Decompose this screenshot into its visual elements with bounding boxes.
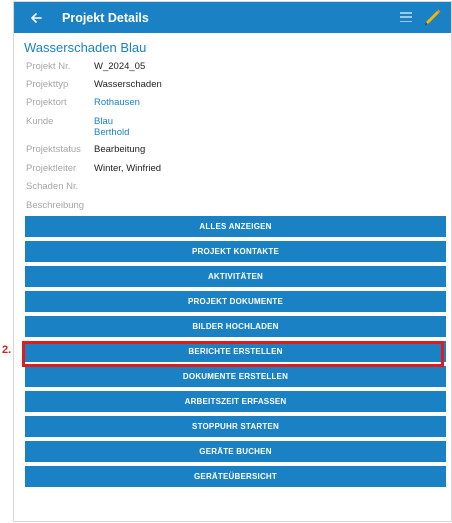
dokumente-erstellen-button[interactable]: DOKUMENTE ERSTELLEN — [25, 366, 446, 387]
field-label: Schaden Nr. — [26, 181, 79, 192]
geraeteuebersicht-button[interactable]: GERÄTEÜBERSICHT — [25, 466, 446, 487]
field-value: Wasserschaden — [94, 79, 162, 90]
projekt-kontakte-button[interactable]: PROJEKT KONTAKTE — [25, 241, 446, 262]
arrow-left-icon — [30, 12, 42, 24]
field-value: Bearbeitung — [94, 144, 146, 155]
bilder-hochladen-button[interactable]: BILDER HOCHLADEN — [25, 316, 446, 337]
stoppuhr-starten-button[interactable]: STOPPUHR STARTEN — [25, 416, 446, 437]
geraete-buchen-button[interactable]: GERÄTE BUCHEN — [25, 441, 446, 462]
kunde-link-2[interactable]: Berthold — [94, 127, 130, 138]
app-frame — [13, 1, 452, 522]
hamburger-menu-icon[interactable] — [399, 10, 413, 24]
edit-button[interactable] — [420, 5, 446, 31]
app-header — [14, 2, 451, 33]
project-title: Wasserschaden Blau — [24, 40, 147, 55]
projektort-link[interactable]: Rothausen — [94, 97, 140, 108]
field-label: Projekt Nr. — [26, 61, 71, 72]
field-label: Projektleiter — [26, 163, 77, 174]
projekt-dokumente-button[interactable]: PROJEKT DOKUMENTE — [25, 291, 446, 312]
field-label: Projektort — [26, 97, 67, 108]
page-title: Projekt Details — [62, 10, 149, 25]
field-value: Winter, Winfried — [94, 163, 162, 174]
field-label: Projektstatus — [26, 144, 81, 155]
back-button[interactable] — [14, 2, 58, 33]
berichte-erstellen-button[interactable]: BERICHTE ERSTELLEN — [25, 341, 446, 362]
field-label: Beschreibung — [26, 200, 85, 211]
pencil-icon — [423, 8, 443, 28]
step-label: 2. — [2, 344, 12, 356]
aktivitaeten-button[interactable]: AKTIVITÄTEN — [25, 266, 446, 287]
field-value: W_2024_05 — [94, 61, 146, 72]
field-label: Kunde — [26, 116, 54, 127]
kunde-link-1[interactable]: Blau — [94, 116, 114, 127]
field-label: Projekttyp — [26, 79, 69, 90]
arbeitszeit-erfassen-button[interactable]: ARBEITSZEIT ERFASSEN — [25, 391, 446, 412]
alles-anzeigen-button[interactable]: ALLES ANZEIGEN — [25, 216, 446, 237]
